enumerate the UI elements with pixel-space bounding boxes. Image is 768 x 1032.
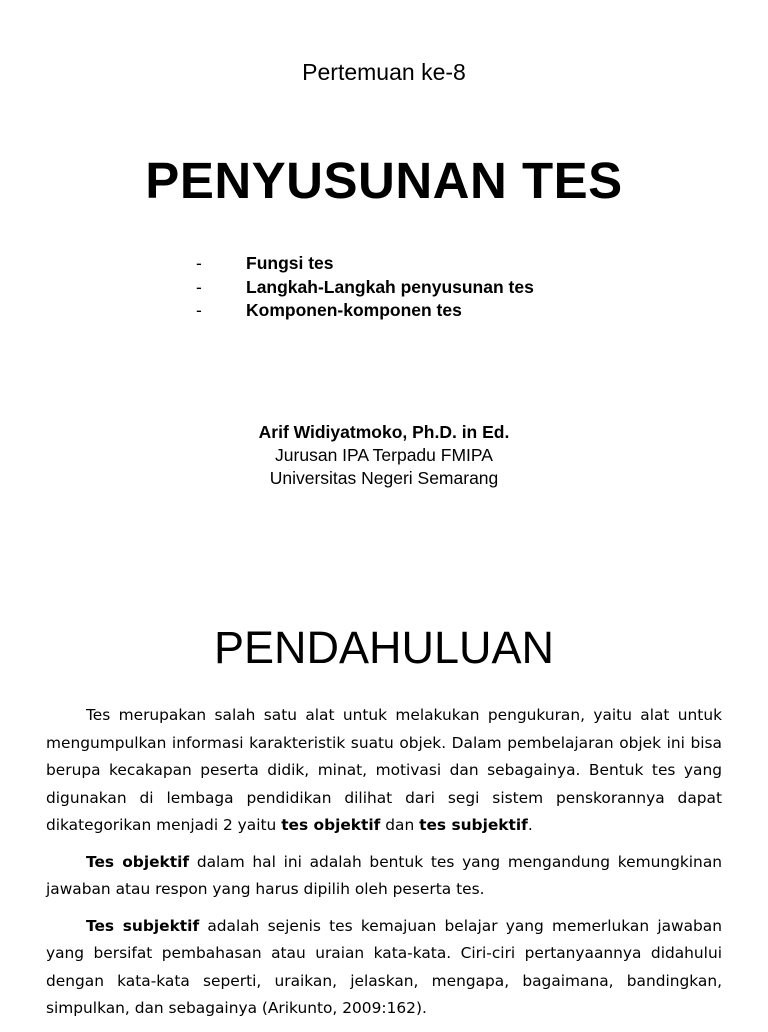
author-block bbox=[0, 421, 768, 490]
topic-label: Fungsi tes bbox=[246, 253, 334, 273]
topic-label: Langkah-Langkah penyusunan tes bbox=[246, 276, 534, 297]
paragraph-end: . bbox=[527, 816, 533, 834]
topic-bullet: - bbox=[196, 276, 202, 297]
page-title: PENYUSUNAN TES bbox=[145, 152, 623, 209]
topic-item bbox=[196, 299, 534, 323]
paragraph-text: dalam hal ini adalah bentuk tes yang mengandung kemungkinan jawaban atau respon yang harus dipilih oleh peserta tes. bbox=[46, 852, 723, 898]
meeting-label: Pertemuan ke-8 bbox=[302, 59, 466, 85]
section-body bbox=[46, 702, 722, 1032]
author-department: Jurusan IPA Terpadu FMIPA bbox=[275, 445, 493, 465]
section-title: PENDAHULUAN bbox=[213, 622, 555, 673]
paragraph-subjective bbox=[46, 913, 722, 1023]
paragraph-connector: dan bbox=[380, 816, 420, 834]
paragraph-intro bbox=[46, 702, 722, 840]
author-name: Arif Widiyatmoko, Ph.D. in Ed. bbox=[258, 422, 510, 442]
topic-item bbox=[196, 276, 534, 300]
paragraph-text: adalah sejenis tes kemajuan belajar yang memerlukan jawaban yang bersifat pembahasan atau uraian kata-kata. Ciri-ciri pertanyaannya didahului dengan kata-kata seperti, uraikan, jelaskan, mengapa, bagaimana, bandingkan, simpulkan, dan sebagainya (Arikunto, 2009:162). bbox=[46, 916, 722, 1017]
term-objective: Tes objektif bbox=[86, 852, 190, 871]
term-subjective: tes subjektif bbox=[419, 816, 528, 834]
author-university: Universitas Negeri Semarang bbox=[269, 468, 499, 488]
paragraph-objective bbox=[46, 849, 722, 904]
term-objective: tes objektif bbox=[281, 816, 381, 834]
topic-list bbox=[196, 252, 534, 323]
term-subjective: Tes subjektif bbox=[86, 916, 200, 935]
topic-bullet: - bbox=[196, 300, 202, 320]
topic-label: Komponen-komponen tes bbox=[246, 300, 462, 320]
topic-bullet: - bbox=[196, 253, 202, 273]
topic-item bbox=[196, 252, 534, 276]
paragraph-text: Tes merupakan salah satu alat untuk melakukan pengukuran, yaitu alat untuk mengumpulkan informasi karakteristik suatu objek. Dalam pembelajaran objek ini bisa berupa kecakapan peserta didik, minat, motivasi dan sebagainya. Bentuk tes yang digunakan di lembaga pendidikan dilihat dari segi sistem penskorannya dapat dikategorikan menjadi 2 yaitu bbox=[46, 706, 722, 834]
